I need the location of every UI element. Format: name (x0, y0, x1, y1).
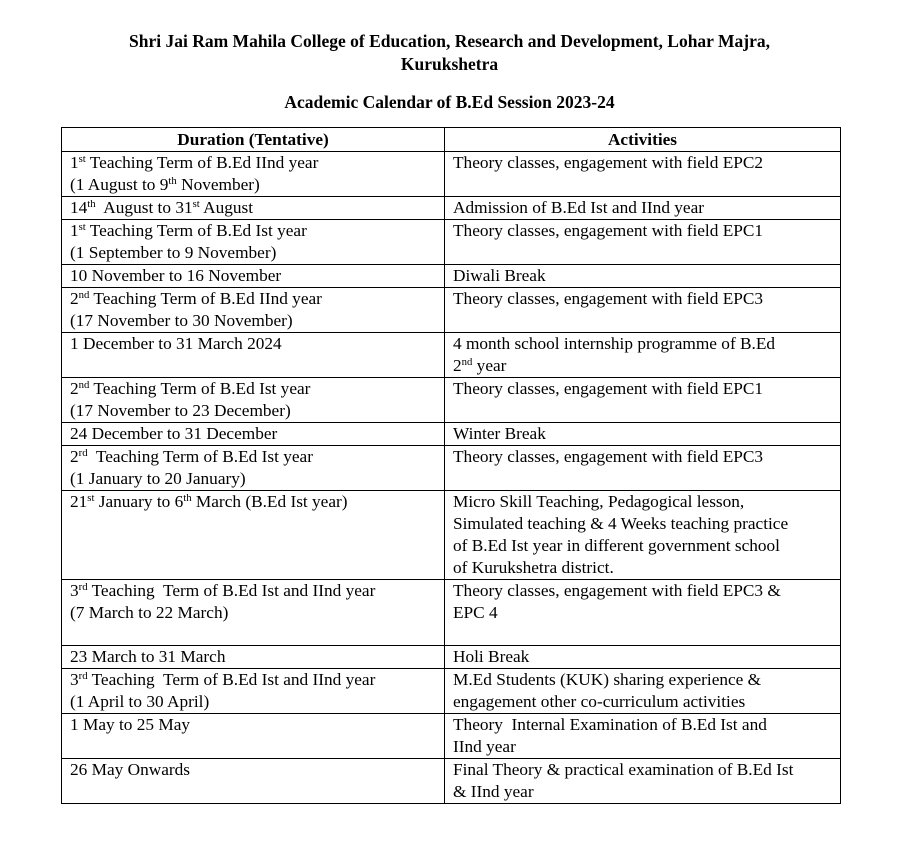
activity-text: & IInd year (453, 782, 534, 801)
activity-text: Theory classes, engagement with field EPC2 (453, 153, 764, 172)
ordinal-suffix: rd (78, 670, 88, 683)
activity-cell (445, 288, 841, 333)
table-row (62, 714, 841, 759)
activity-text: 4 month school internship programme of B.Ed (453, 334, 776, 353)
activity-text: IInd year (453, 737, 516, 756)
duration-line (70, 468, 444, 490)
activity-line (453, 736, 840, 758)
activity-line (453, 355, 840, 377)
institution-name-line-2: Kurukshetra (400, 54, 499, 74)
ordinal-suffix: st (87, 492, 95, 505)
activity-cell (445, 220, 841, 265)
activity-cell (445, 446, 841, 491)
duration-text: August (199, 198, 254, 217)
table-row (62, 197, 841, 220)
duration-text: 10 November to 16 November (70, 266, 282, 285)
activity-line (453, 714, 840, 736)
duration-text: 2 (70, 447, 79, 466)
duration-line (70, 669, 444, 691)
activity-text: Theory classes, engagement with field EPC3 (453, 447, 764, 466)
table-row (62, 265, 841, 288)
ordinal-suffix: nd (78, 289, 90, 302)
duration-text: 1 (70, 221, 79, 240)
duration-text: January to 6 (94, 492, 184, 511)
table-header-row (62, 128, 841, 152)
duration-text: November) (176, 175, 260, 194)
duration-text: 1 (70, 153, 79, 172)
activity-text: M.Ed Students (KUK) sharing experience & (453, 670, 762, 689)
table-row (62, 669, 841, 714)
activity-cell (445, 197, 841, 220)
activity-text: Admission of B.Ed Ist and IInd year (453, 198, 705, 217)
duration-cell (62, 491, 445, 580)
duration-line (70, 174, 444, 196)
duration-text: Teaching Term of B.Ed Ist and IInd year (87, 581, 376, 600)
activity-line (453, 220, 840, 242)
duration-text: 3 (70, 670, 79, 689)
ordinal-suffix: th (168, 175, 177, 188)
activity-line (453, 446, 840, 468)
duration-text: 26 May Onwards (70, 760, 190, 779)
activity-text: year (472, 356, 507, 375)
activity-line (453, 333, 840, 355)
activity-cell (445, 152, 841, 197)
duration-line (70, 646, 444, 668)
duration-text: (17 November to 23 December) (70, 401, 291, 420)
ordinal-suffix: rd (78, 447, 88, 460)
duration-cell (62, 220, 445, 265)
activity-text: EPC 4 (453, 603, 498, 622)
duration-text: 1 December to 31 March 2024 (70, 334, 282, 353)
activity-cell (445, 714, 841, 759)
duration-line (70, 378, 444, 400)
duration-line (70, 400, 444, 422)
table-row (62, 759, 841, 804)
ordinal-suffix: st (192, 198, 200, 211)
institution-name-line-1: Shri Jai Ram Mahila College of Education, Research and Development, Lohar Majra, (129, 31, 770, 51)
activity-cell (445, 669, 841, 714)
activity-cell (445, 759, 841, 804)
duration-text: Teaching Term of B.Ed IInd year (85, 153, 319, 172)
duration-text: Teaching Term of B.Ed Ist year (87, 447, 313, 466)
duration-text: Teaching Term of B.Ed IInd year (89, 289, 322, 308)
duration-cell (62, 333, 445, 378)
duration-text: Teaching Term of B.Ed Ist and IInd year (87, 670, 376, 689)
activity-cell (445, 646, 841, 669)
ordinal-suffix: nd (461, 356, 473, 369)
activity-text: of B.Ed Ist year in different government school (453, 536, 780, 555)
table-row (62, 220, 841, 265)
academic-calendar-table (61, 127, 841, 804)
table-row (62, 378, 841, 423)
activity-line (453, 288, 840, 310)
duration-cell (62, 152, 445, 197)
activity-text: Theory Internal Examination of B.Ed Ist and (453, 715, 767, 734)
duration-text: 23 March to 31 March (70, 647, 226, 666)
column-header-duration: Duration (Tentative) (62, 128, 445, 152)
duration-text: 2 (70, 289, 79, 308)
activity-line (453, 759, 840, 781)
duration-text: (1 January to 20 January) (70, 469, 246, 488)
duration-line (70, 691, 444, 713)
activity-line (453, 491, 840, 513)
activity-cell (445, 333, 841, 378)
activity-line (453, 691, 840, 713)
duration-cell (62, 197, 445, 220)
activity-text: Diwali Break (453, 266, 546, 285)
duration-line (70, 714, 444, 736)
duration-line (70, 446, 444, 468)
table-row (62, 446, 841, 491)
duration-text: (1 August to 9 (70, 175, 169, 194)
duration-text: (1 April to 30 April) (70, 692, 210, 711)
duration-line (70, 265, 444, 287)
ordinal-suffix: th (87, 198, 96, 211)
activity-text: 2 (453, 356, 462, 375)
activity-text: Winter Break (453, 424, 546, 443)
activity-text: Holi Break (453, 647, 530, 666)
duration-line (70, 580, 444, 602)
activity-text: Theory classes, engagement with field EPC1 (453, 221, 764, 240)
activity-line (453, 669, 840, 691)
activity-line (453, 557, 840, 579)
duration-text: (7 March to 22 March) (70, 603, 229, 622)
activity-text: Final Theory & practical examination of B.Ed Ist (453, 760, 794, 779)
activity-text: Theory classes, engagement with field EPC3 & (453, 581, 781, 600)
table-row (62, 152, 841, 197)
duration-line (70, 197, 444, 219)
duration-text: 21 (70, 492, 88, 511)
activity-line (453, 580, 840, 602)
table-row (62, 333, 841, 378)
activity-line (453, 535, 840, 557)
duration-text: Teaching Term of B.Ed Ist year (85, 221, 307, 240)
duration-text: (17 November to 30 November) (70, 311, 293, 330)
activity-text: Micro Skill Teaching, Pedagogical lesson, (453, 492, 745, 511)
duration-text: 3 (70, 581, 79, 600)
duration-text: March (B.Ed Ist year) (191, 492, 348, 511)
calendar-title: Academic Calendar of B.Ed Session 2023-24 (284, 92, 615, 112)
activity-text: Theory classes, engagement with field EPC3 (453, 289, 764, 308)
duration-text: 2 (70, 379, 79, 398)
table-row (62, 423, 841, 446)
ordinal-suffix: rd (78, 581, 88, 594)
duration-text: 24 December to 31 December (70, 424, 278, 443)
duration-line (70, 310, 444, 332)
activity-line (453, 781, 840, 803)
duration-cell (62, 580, 445, 646)
duration-line (70, 333, 444, 355)
duration-cell (62, 646, 445, 669)
activity-cell (445, 491, 841, 580)
activity-text: engagement other co-curriculum activities (453, 692, 746, 711)
duration-line (70, 242, 444, 264)
ordinal-suffix: th (183, 492, 192, 505)
duration-line (70, 602, 444, 624)
activity-cell (445, 265, 841, 288)
activity-cell (445, 580, 841, 646)
duration-line (70, 423, 444, 445)
duration-text: 1 May to 25 May (70, 715, 190, 734)
activity-line (453, 513, 840, 535)
table-row (62, 646, 841, 669)
activity-text: of Kurukshetra district. (453, 558, 614, 577)
duration-cell (62, 714, 445, 759)
activity-cell (445, 423, 841, 446)
duration-cell (62, 378, 445, 423)
duration-cell (62, 669, 445, 714)
duration-text: August to 31 (95, 198, 193, 217)
ordinal-suffix: st (78, 221, 86, 234)
duration-line (70, 491, 444, 513)
activity-line (453, 646, 840, 668)
duration-cell (62, 759, 445, 804)
activity-cell (445, 378, 841, 423)
duration-cell (62, 265, 445, 288)
activity-line (453, 423, 840, 445)
column-header-activities: Activities (445, 128, 841, 152)
duration-cell (62, 288, 445, 333)
activity-text: Simulated teaching & 4 Weeks teaching practice (453, 514, 789, 533)
table-row (62, 580, 841, 646)
table-body (62, 152, 841, 804)
activity-text: Theory classes, engagement with field EPC1 (453, 379, 764, 398)
activity-line (453, 378, 840, 400)
duration-text: (1 September to 9 November) (70, 243, 277, 262)
activity-line (453, 265, 840, 287)
institution-heading (0, 30, 899, 76)
activity-line (453, 197, 840, 219)
duration-cell (62, 423, 445, 446)
duration-text: Teaching Term of B.Ed Ist year (89, 379, 311, 398)
activity-line (453, 152, 840, 174)
duration-cell (62, 446, 445, 491)
table-row (62, 288, 841, 333)
duration-line (70, 288, 444, 310)
table-row (62, 491, 841, 580)
ordinal-suffix: st (78, 153, 86, 166)
duration-line (70, 759, 444, 781)
duration-text: 14 (70, 198, 88, 217)
ordinal-suffix: nd (78, 379, 90, 392)
duration-line (70, 220, 444, 242)
duration-line (70, 152, 444, 174)
activity-line (453, 602, 840, 624)
